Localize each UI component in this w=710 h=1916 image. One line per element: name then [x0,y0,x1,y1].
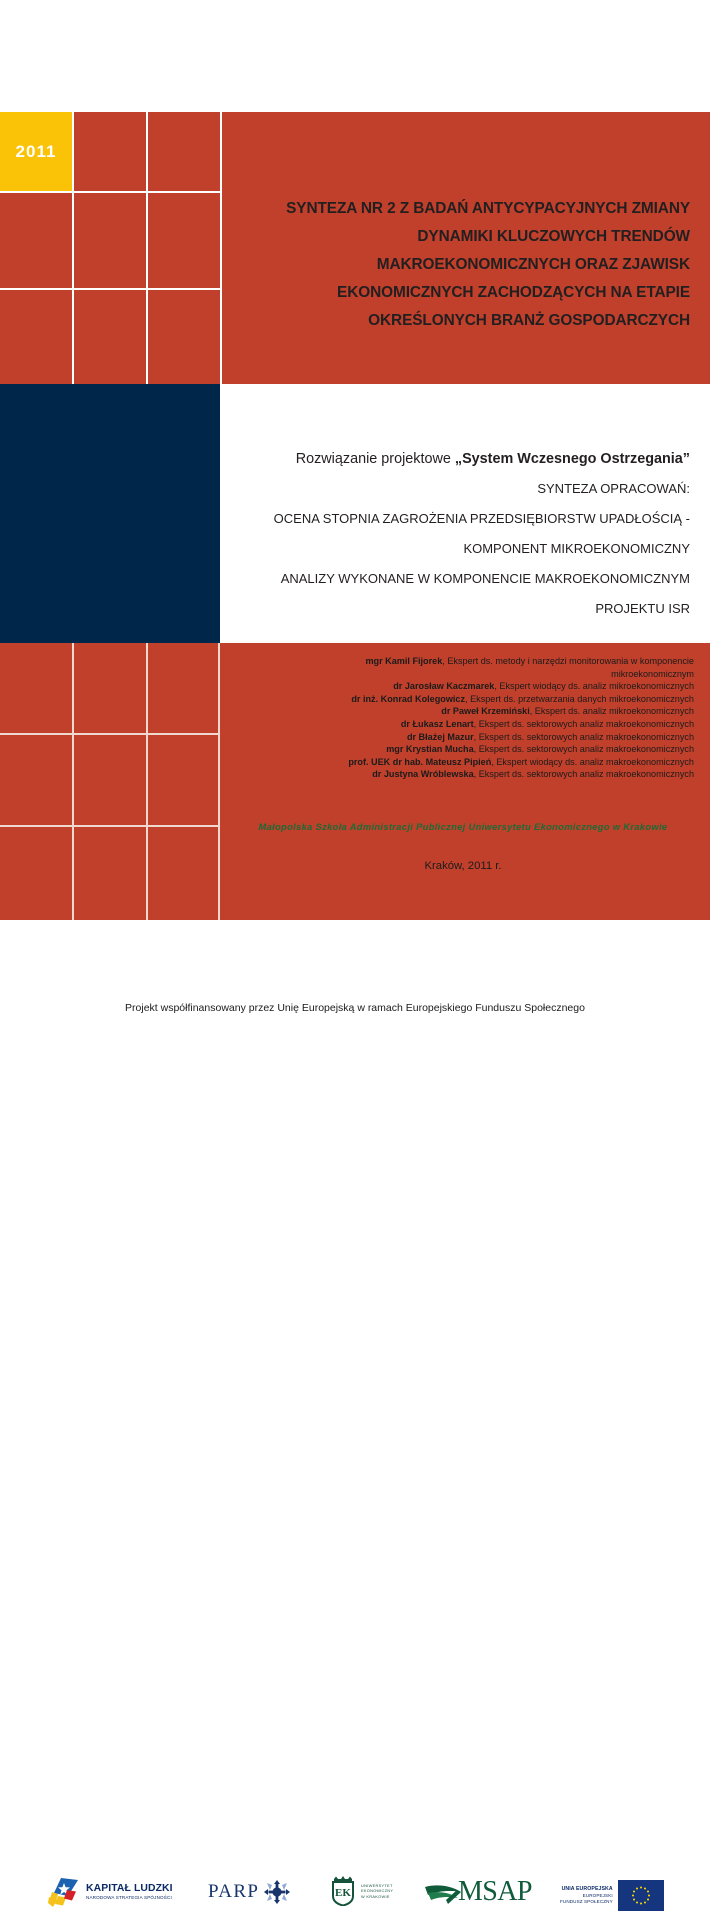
column-gutter [220,384,224,643]
page-title [250,195,690,335]
title-line: DYNAMIKI KLUCZOWYCH TRENDÓW [417,228,690,245]
author-role: , Ekspert ds. sektorowych analiz makroekonomicznych [473,731,694,742]
author-role: mikroekonomicznym [611,668,694,679]
author-row [232,718,694,731]
author-row [232,756,694,769]
subtitle-lead-bold: „System Wczesnego Ostrzegania” [454,451,690,467]
subtitle-line: ANALIZY WYKONANE W KOMPONENCIE MAKROEKONOMICZNYM [280,571,690,586]
author-name: dr Łukasz Lenart [400,718,474,729]
author-role: , Ekspert ds. przetwarzania danych mikroekonomicznych [465,693,694,704]
parp-emblem-icon [264,1880,290,1904]
author-role: , Ekspert ds. sektorowych analiz makroekonomicznych [473,718,694,729]
author-role: , Ekspert ds. metody i narzędzi monitorowania w komponencie [442,656,694,666]
uek-logo [330,1876,393,1906]
subtitle-line: KOMPONENT MIKROEKONOMICZNY [463,541,690,556]
kapital-ludzki-logo [48,1876,173,1908]
place-and-date: Kraków, 2011 r. [424,860,502,872]
grid-line-vertical [72,643,74,920]
subtitle-lead-line [232,444,690,474]
grid-line-horizontal [0,288,220,290]
grid-line-vertical [146,112,148,384]
title-line: EKONOMICZNYCH ZACHODZĄCYCH NA ETAPIE [337,284,690,301]
author-name: dr Błażej Mazur [406,731,474,742]
author-name: dr Jarosław Kaczmarek [393,681,495,692]
uek-wordmark [361,1883,393,1899]
navy-accent-block [0,384,220,643]
subtitle-line: SYNTEZA OPRACOWAŃ: [537,481,690,496]
subtitle-lead-regular: Rozwiązanie projektowe [295,451,455,467]
title-line: OKREŚLONYCH BRANŻ GOSPODARCZYCH [368,312,690,329]
author-name: mgr Krystian Mucha [386,744,474,755]
author-name: prof. UEK dr hab. Mateusz Pipień [348,756,492,767]
uek-line-1: UNIWERSYTET [361,1883,393,1889]
author-name: dr inż. Konrad Kolegowicz [351,693,466,704]
kapital-ludzki-subtitle: NARODOWA STRATEGIA SPÓJNOŚCI [86,1894,172,1900]
eu-logo [560,1880,664,1911]
author-row [232,680,694,693]
parp-logo [208,1880,290,1904]
author-row [232,655,694,668]
uek-line-3: W KRAKOWIE [361,1893,390,1899]
grid-line-vertical [146,643,148,920]
kapital-ludzki-stars-icon [48,1876,80,1908]
author-row [232,731,694,744]
author-role: , Ekspert ds. analiz mikroekonomicznych [529,706,694,717]
year-badge-label: 2011 [15,141,57,161]
msap-swoosh-icon [424,1878,462,1906]
author-name: dr Justyna Wróblewska [372,769,474,780]
grid-line-vertical [218,643,220,920]
subtitle-line: OCENA STOPNIA ZAGROŻENIA PRZEDSIĘBIORSTW UPADŁOŚCIĄ - [273,511,690,526]
kapital-ludzki-title: KAPITAŁ LUDZKI [86,1882,173,1894]
eu-line-1: UNIA EUROPEJSKA [561,1886,613,1893]
title-line: SYNTEZA NR 2 Z BADAŃ ANTYCYPACYJNYCH ZMIANY [286,200,690,217]
grid-line-horizontal [0,825,220,827]
author-role: , Ekspert ds. sektorowych analiz makroekonomicznych [473,744,694,755]
footer-funding-note: Projekt współfinansowany przez Unię Europejską w ramach Europejskiego Funduszu Społecznego [125,1002,585,1014]
eu-flag-icon [618,1880,664,1911]
author-name: dr Paweł Krzemiński [441,706,530,717]
uek-crest-icon [330,1876,356,1906]
author-role: , Ekspert wiodący ds. analiz makroekonomicznych [491,756,694,767]
eu-line-3: FUNDUSZ SPOŁECZNY [560,1898,613,1904]
eu-wordmark [560,1886,613,1905]
grid-line-vertical [220,112,222,384]
grid-line-vertical [72,112,74,384]
title-line: MAKROEKONOMICZNYCH ORAZ ZJAWISK [376,256,690,273]
grid-line-horizontal [0,733,220,735]
author-row [232,743,694,756]
kapital-ludzki-wordmark [86,1884,173,1901]
lower-left-orange-block [0,643,220,920]
affiliation-line: Małopolska Szkoła Administracji Publicznej Uniwersytetu Ekonomicznego w Krakowie [258,822,668,832]
author-role: , Ekspert ds. sektorowych analiz makroekonomicznych [473,769,694,780]
author-row [232,768,694,781]
eu-line-2: EUROPEJSKI [582,1892,613,1898]
msap-logo [424,1876,532,1908]
parp-wordmark: PARP [208,1881,260,1902]
uek-line-2: EKONOMICZNY [361,1888,394,1894]
author-row [232,693,694,706]
grid-line-horizontal [0,191,220,193]
subtitle-block [232,444,690,624]
msap-wordmark: MSAP [458,1876,532,1907]
author-row [232,705,694,718]
author-row [232,668,694,681]
svg-text:EK: EK [335,1887,351,1899]
author-role: , Ekspert wiodący ds. analiz mikroekonomicznych [494,681,694,692]
author-name: mgr Kamil Fijorek [365,656,443,666]
subtitle-line: PROJEKTU ISR [595,601,690,616]
author-list [232,655,694,781]
